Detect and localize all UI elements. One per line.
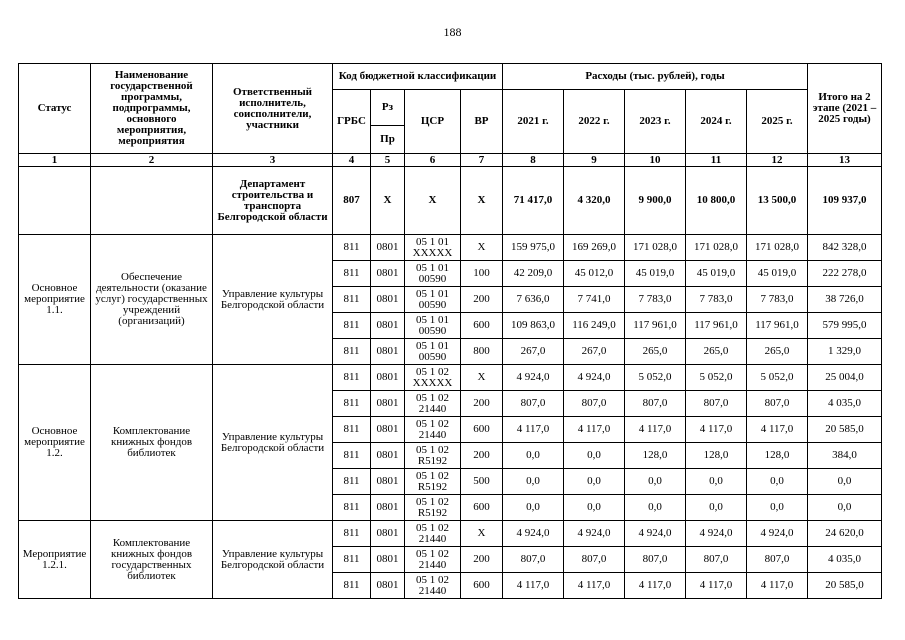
value-cell: 267,0 (564, 339, 625, 365)
status-cell: Основное мероприятие 1.1. (19, 235, 91, 365)
total-cell: 20 585,0 (808, 573, 882, 599)
csr-cell: 05 1 02 21440 (405, 573, 461, 599)
value-cell: 0,0 (503, 443, 564, 469)
column-number: 13 (808, 154, 882, 167)
header-status: Статус (19, 64, 91, 154)
header-grbs: ГРБС (333, 90, 371, 154)
column-number: 9 (564, 154, 625, 167)
rzpr-cell: 0801 (371, 261, 405, 287)
value-cell: 265,0 (747, 339, 808, 365)
table-row (19, 521, 882, 547)
responsible-cell: Управление культуры Белгородской области (213, 521, 333, 599)
rzpr-cell: Х (371, 167, 405, 235)
csr-cell: 05 1 02 R5192 (405, 469, 461, 495)
value-cell: 7 783,0 (625, 287, 686, 313)
value-cell: 4 117,0 (503, 573, 564, 599)
value-cell: 0,0 (747, 495, 808, 521)
rzpr-cell: 0801 (371, 469, 405, 495)
table-body (19, 64, 882, 599)
value-cell: 4 924,0 (747, 521, 808, 547)
value-cell: 807,0 (747, 547, 808, 573)
csr-cell: 05 1 01 00590 (405, 313, 461, 339)
value-cell: 171 028,0 (686, 235, 747, 261)
value-cell: 7 636,0 (503, 287, 564, 313)
rzpr-cell: 0801 (371, 287, 405, 313)
value-cell: 45 019,0 (625, 261, 686, 287)
value-cell: 7 783,0 (686, 287, 747, 313)
value-cell: 159 975,0 (503, 235, 564, 261)
grbs-cell: 811 (333, 391, 371, 417)
value-cell: 807,0 (564, 391, 625, 417)
csr-cell: 05 1 02 21440 (405, 417, 461, 443)
value-cell: 807,0 (503, 391, 564, 417)
value-cell: 4 924,0 (503, 365, 564, 391)
value-cell: 4 924,0 (503, 521, 564, 547)
value-cell: 807,0 (686, 391, 747, 417)
header-expenses: Расходы (тыс. рублей), годы (503, 64, 808, 90)
total-cell: 4 035,0 (808, 391, 882, 417)
grbs-cell: 811 (333, 365, 371, 391)
value-cell: 0,0 (625, 469, 686, 495)
column-number: 12 (747, 154, 808, 167)
total-cell: 579 995,0 (808, 313, 882, 339)
grbs-cell: 807 (333, 167, 371, 235)
value-cell: 4 320,0 (564, 167, 625, 235)
total-cell: 4 035,0 (808, 547, 882, 573)
value-cell: 265,0 (625, 339, 686, 365)
vr-cell: Х (461, 365, 503, 391)
grbs-cell: 811 (333, 469, 371, 495)
value-cell: 265,0 (686, 339, 747, 365)
responsible-cell: Департамент строительства и транспорта Белгородской области (213, 167, 333, 235)
name-cell: Обеспечение деятельности (оказание услуг) государственных учреждений (организаций) (91, 235, 213, 365)
header-year-2023: 2023 г. (625, 90, 686, 154)
header-vr: ВР (461, 90, 503, 154)
value-cell: 9 900,0 (625, 167, 686, 235)
total-cell: 0,0 (808, 469, 882, 495)
value-cell: 5 052,0 (686, 365, 747, 391)
grbs-cell: 811 (333, 443, 371, 469)
grbs-cell: 811 (333, 547, 371, 573)
value-cell: 807,0 (747, 391, 808, 417)
total-cell: 109 937,0 (808, 167, 882, 235)
value-cell: 807,0 (503, 547, 564, 573)
value-cell: 45 012,0 (564, 261, 625, 287)
rzpr-cell: 0801 (371, 235, 405, 261)
total-cell: 24 620,0 (808, 521, 882, 547)
vr-cell: 200 (461, 391, 503, 417)
status-cell: Мероприятие 1.2.1. (19, 521, 91, 599)
header-year-2025: 2025 г. (747, 90, 808, 154)
csr-cell: 05 1 01 00590 (405, 261, 461, 287)
grbs-cell: 811 (333, 313, 371, 339)
value-cell: 807,0 (686, 547, 747, 573)
column-number: 2 (91, 154, 213, 167)
column-number: 7 (461, 154, 503, 167)
value-cell: 128,0 (747, 443, 808, 469)
value-cell: 5 052,0 (625, 365, 686, 391)
value-cell: 0,0 (747, 469, 808, 495)
vr-cell: 600 (461, 573, 503, 599)
value-cell: 0,0 (564, 495, 625, 521)
table-row (19, 235, 882, 261)
rzpr-cell: 0801 (371, 391, 405, 417)
value-cell: 117 961,0 (625, 313, 686, 339)
column-number: 1 (19, 154, 91, 167)
value-cell: 4 117,0 (564, 417, 625, 443)
value-cell: 4 117,0 (747, 573, 808, 599)
value-cell: 171 028,0 (747, 235, 808, 261)
value-cell: 4 117,0 (747, 417, 808, 443)
value-cell: 169 269,0 (564, 235, 625, 261)
value-cell: 807,0 (625, 391, 686, 417)
table-row-department (19, 167, 882, 235)
value-cell: 4 924,0 (625, 521, 686, 547)
value-cell: 807,0 (564, 547, 625, 573)
rzpr-cell: 0801 (371, 521, 405, 547)
rzpr-cell: 0801 (371, 417, 405, 443)
name-cell (91, 167, 213, 235)
value-cell: 4 117,0 (625, 573, 686, 599)
csr-cell: 05 1 02 21440 (405, 547, 461, 573)
vr-cell: Х (461, 235, 503, 261)
value-cell: 0,0 (503, 495, 564, 521)
column-number: 6 (405, 154, 461, 167)
value-cell: 71 417,0 (503, 167, 564, 235)
vr-cell: 800 (461, 339, 503, 365)
value-cell: 117 961,0 (686, 313, 747, 339)
grbs-cell: 811 (333, 495, 371, 521)
value-cell: 0,0 (503, 469, 564, 495)
csr-cell: 05 1 02 R5192 (405, 495, 461, 521)
header-total: Итого на 2 этапе (2021 – 2025 годы) (808, 64, 882, 154)
header-year-2022: 2022 г. (564, 90, 625, 154)
rzpr-cell: 0801 (371, 495, 405, 521)
value-cell: 7 741,0 (564, 287, 625, 313)
column-number: 8 (503, 154, 564, 167)
value-cell: 4 117,0 (564, 573, 625, 599)
csr-cell: 05 1 01 00590 (405, 287, 461, 313)
value-cell: 45 019,0 (686, 261, 747, 287)
name-cell: Комплектование книжных фондов библиотек (91, 365, 213, 521)
total-cell: 384,0 (808, 443, 882, 469)
csr-cell: Х (405, 167, 461, 235)
value-cell: 128,0 (686, 443, 747, 469)
csr-cell: 05 1 02 21440 (405, 391, 461, 417)
vr-cell: 600 (461, 313, 503, 339)
grbs-cell: 811 (333, 235, 371, 261)
column-number: 11 (686, 154, 747, 167)
value-cell: 109 863,0 (503, 313, 564, 339)
responsible-cell: Управление культуры Белгородской области (213, 365, 333, 521)
grbs-cell: 811 (333, 573, 371, 599)
value-cell: 807,0 (625, 547, 686, 573)
value-cell: 4 117,0 (503, 417, 564, 443)
value-cell: 0,0 (686, 469, 747, 495)
budget-table (18, 63, 882, 599)
vr-cell: Х (461, 521, 503, 547)
rzpr-cell: 0801 (371, 313, 405, 339)
value-cell: 5 052,0 (747, 365, 808, 391)
value-cell: 0,0 (564, 469, 625, 495)
header-responsible: Ответственный исполнитель, соисполнители, участники (213, 64, 333, 154)
column-number: 10 (625, 154, 686, 167)
csr-cell: 05 1 01 00590 (405, 339, 461, 365)
column-number: 5 (371, 154, 405, 167)
value-cell: 0,0 (625, 495, 686, 521)
page-number: 188 (443, 25, 462, 39)
csr-cell: 05 1 02 ХХХХХ (405, 365, 461, 391)
value-cell: 7 783,0 (747, 287, 808, 313)
value-cell: 13 500,0 (747, 167, 808, 235)
value-cell: 117 961,0 (747, 313, 808, 339)
grbs-cell: 811 (333, 339, 371, 365)
rzpr-cell: 0801 (371, 339, 405, 365)
value-cell: 45 019,0 (747, 261, 808, 287)
rzpr-cell: 0801 (371, 365, 405, 391)
vr-cell: 600 (461, 495, 503, 521)
value-cell: 10 800,0 (686, 167, 747, 235)
column-number: 4 (333, 154, 371, 167)
rzpr-cell: 0801 (371, 573, 405, 599)
rzpr-cell: 0801 (371, 443, 405, 469)
grbs-cell: 811 (333, 521, 371, 547)
vr-cell: 500 (461, 469, 503, 495)
value-cell: 4 117,0 (686, 573, 747, 599)
value-cell: 171 028,0 (625, 235, 686, 261)
value-cell: 4 924,0 (564, 521, 625, 547)
value-cell: 4 117,0 (625, 417, 686, 443)
value-cell: 42 209,0 (503, 261, 564, 287)
csr-cell: 05 1 02 21440 (405, 521, 461, 547)
value-cell: 4 924,0 (564, 365, 625, 391)
total-cell: 0,0 (808, 495, 882, 521)
value-cell: 0,0 (564, 443, 625, 469)
responsible-cell: Управление культуры Белгородской области (213, 235, 333, 365)
vr-cell: 600 (461, 417, 503, 443)
grbs-cell: 811 (333, 287, 371, 313)
status-cell (19, 167, 91, 235)
rzpr-cell: 0801 (371, 547, 405, 573)
header-year-2024: 2024 г. (686, 90, 747, 154)
value-cell: 0,0 (686, 495, 747, 521)
total-cell: 20 585,0 (808, 417, 882, 443)
table-row (19, 365, 882, 391)
header-budget-code: Код бюджетной классификации (333, 64, 503, 90)
column-number: 3 (213, 154, 333, 167)
total-cell: 1 329,0 (808, 339, 882, 365)
value-cell: 267,0 (503, 339, 564, 365)
name-cell: Комплектование книжных фондов государственных библиотек (91, 521, 213, 599)
total-cell: 842 328,0 (808, 235, 882, 261)
value-cell: 128,0 (625, 443, 686, 469)
total-cell: 25 004,0 (808, 365, 882, 391)
csr-cell: 05 1 01 ХХХХХ (405, 235, 461, 261)
vr-cell: 200 (461, 287, 503, 313)
header-csr: ЦСР (405, 90, 461, 154)
value-cell: 4 924,0 (686, 521, 747, 547)
vr-cell: Х (461, 167, 503, 235)
value-cell: 4 117,0 (686, 417, 747, 443)
value-cell: 116 249,0 (564, 313, 625, 339)
vr-cell: 200 (461, 547, 503, 573)
grbs-cell: 811 (333, 261, 371, 287)
status-cell: Основное мероприятие 1.2. (19, 365, 91, 521)
vr-cell: 100 (461, 261, 503, 287)
header-rz: Рз (371, 90, 405, 126)
grbs-cell: 811 (333, 417, 371, 443)
header-year-2021: 2021 г. (503, 90, 564, 154)
total-cell: 222 278,0 (808, 261, 882, 287)
csr-cell: 05 1 02 R5192 (405, 443, 461, 469)
vr-cell: 200 (461, 443, 503, 469)
total-cell: 38 726,0 (808, 287, 882, 313)
header-name: Наименование государственной программы, подпрограммы, основного мероприятия, мероприятия (91, 64, 213, 154)
header-pr: Пр (371, 126, 405, 154)
